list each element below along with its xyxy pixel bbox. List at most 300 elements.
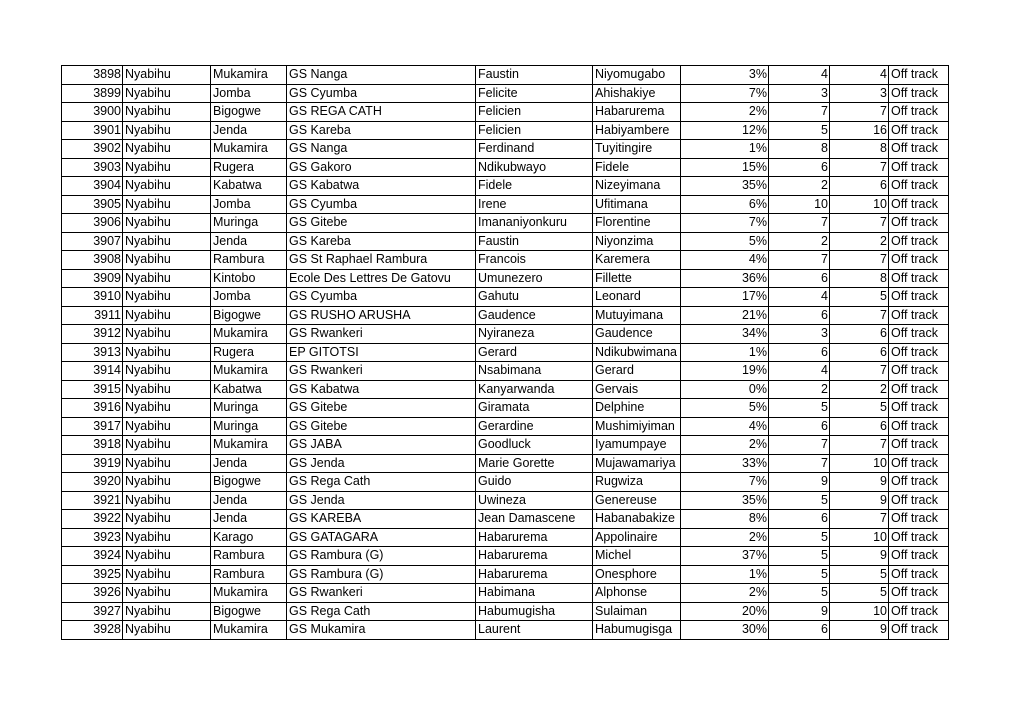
table-row [62, 158, 949, 177]
sector-cell: Muringa [211, 214, 287, 233]
last-name-cell: Gaudence [593, 325, 681, 344]
percent-cell: 30% [681, 621, 769, 640]
row-id-cell: 3913 [62, 343, 123, 362]
school-cell: GS RUSHO ARUSHA [287, 306, 476, 325]
percent-cell: 2% [681, 584, 769, 603]
table-row [62, 602, 949, 621]
value-b-cell: 9 [830, 491, 889, 510]
value-a-cell: 2 [769, 177, 830, 196]
status-cell: Off track [889, 510, 949, 529]
last-name-cell: Ahishakiye [593, 84, 681, 103]
value-a-cell: 7 [769, 454, 830, 473]
last-name-cell: Delphine [593, 399, 681, 418]
district-cell: Nyabihu [123, 103, 211, 122]
value-b-cell: 5 [830, 288, 889, 307]
sector-cell: Muringa [211, 399, 287, 418]
last-name-cell: Michel [593, 547, 681, 566]
last-name-cell: Niyomugabo [593, 66, 681, 85]
row-id-cell: 3905 [62, 195, 123, 214]
district-cell: Nyabihu [123, 195, 211, 214]
school-cell: GS Rega Cath [287, 602, 476, 621]
school-cell: EP GITOTSI [287, 343, 476, 362]
table-row [62, 417, 949, 436]
percent-cell: 19% [681, 362, 769, 381]
table-row [62, 232, 949, 251]
status-cell: Off track [889, 491, 949, 510]
first-name-cell: Umunezero [476, 269, 593, 288]
row-id-cell: 3924 [62, 547, 123, 566]
first-name-cell: Jean Damascene [476, 510, 593, 529]
sector-cell: Rugera [211, 158, 287, 177]
value-a-cell: 6 [769, 343, 830, 362]
percent-cell: 33% [681, 454, 769, 473]
value-b-cell: 8 [830, 140, 889, 159]
value-a-cell: 7 [769, 436, 830, 455]
value-a-cell: 8 [769, 140, 830, 159]
last-name-cell: Habarurema [593, 103, 681, 122]
row-id-cell: 3928 [62, 621, 123, 640]
last-name-cell: Habiyambere [593, 121, 681, 140]
school-cell: GS Rwankeri [287, 362, 476, 381]
value-b-cell: 7 [830, 214, 889, 233]
last-name-cell: Tuyitingire [593, 140, 681, 159]
row-id-cell: 3927 [62, 602, 123, 621]
status-cell: Off track [889, 121, 949, 140]
first-name-cell: Ndikubwayo [476, 158, 593, 177]
sector-cell: Rambura [211, 565, 287, 584]
first-name-cell: Gerardine [476, 417, 593, 436]
school-cell: GS Gitebe [287, 399, 476, 418]
table-row [62, 140, 949, 159]
sector-cell: Jomba [211, 195, 287, 214]
last-name-cell: Leonard [593, 288, 681, 307]
table-row [62, 380, 949, 399]
value-b-cell: 10 [830, 528, 889, 547]
district-cell: Nyabihu [123, 306, 211, 325]
district-cell: Nyabihu [123, 491, 211, 510]
sector-cell: Mukamira [211, 584, 287, 603]
sector-cell: Bigogwe [211, 473, 287, 492]
percent-cell: 7% [681, 84, 769, 103]
district-cell: Nyabihu [123, 547, 211, 566]
district-cell: Nyabihu [123, 66, 211, 85]
first-name-cell: Gaudence [476, 306, 593, 325]
status-cell: Off track [889, 621, 949, 640]
percent-cell: 1% [681, 343, 769, 362]
value-b-cell: 2 [830, 232, 889, 251]
first-name-cell: Laurent [476, 621, 593, 640]
value-a-cell: 6 [769, 158, 830, 177]
value-a-cell: 6 [769, 306, 830, 325]
row-id-cell: 3911 [62, 306, 123, 325]
percent-cell: 37% [681, 547, 769, 566]
value-a-cell: 2 [769, 232, 830, 251]
status-cell: Off track [889, 140, 949, 159]
value-b-cell: 7 [830, 362, 889, 381]
table-row [62, 621, 949, 640]
school-cell: GS Rwankeri [287, 325, 476, 344]
sector-cell: Kabatwa [211, 177, 287, 196]
district-cell: Nyabihu [123, 380, 211, 399]
status-cell: Off track [889, 584, 949, 603]
last-name-cell: Ndikubwimana [593, 343, 681, 362]
school-cell: GS Gitebe [287, 214, 476, 233]
value-a-cell: 9 [769, 473, 830, 492]
district-cell: Nyabihu [123, 251, 211, 270]
percent-cell: 35% [681, 491, 769, 510]
value-b-cell: 7 [830, 306, 889, 325]
district-cell: Nyabihu [123, 343, 211, 362]
status-cell: Off track [889, 232, 949, 251]
district-cell: Nyabihu [123, 269, 211, 288]
district-cell: Nyabihu [123, 140, 211, 159]
school-cell: GS Rwankeri [287, 584, 476, 603]
value-a-cell: 4 [769, 66, 830, 85]
table-row [62, 269, 949, 288]
sector-cell: Jomba [211, 288, 287, 307]
first-name-cell: Francois [476, 251, 593, 270]
first-name-cell: Nyiraneza [476, 325, 593, 344]
row-id-cell: 3919 [62, 454, 123, 473]
first-name-cell: Habumugisha [476, 602, 593, 621]
row-id-cell: 3915 [62, 380, 123, 399]
school-cell: GS Kareba [287, 232, 476, 251]
percent-cell: 2% [681, 103, 769, 122]
district-cell: Nyabihu [123, 528, 211, 547]
school-cell: GS Jenda [287, 454, 476, 473]
first-name-cell: Habarurema [476, 547, 593, 566]
percent-cell: 34% [681, 325, 769, 344]
table-row [62, 66, 949, 85]
value-a-cell: 7 [769, 214, 830, 233]
table-row [62, 454, 949, 473]
value-b-cell: 10 [830, 195, 889, 214]
status-cell: Off track [889, 362, 949, 381]
percent-cell: 8% [681, 510, 769, 529]
sector-cell: Rambura [211, 251, 287, 270]
value-a-cell: 4 [769, 362, 830, 381]
percent-cell: 36% [681, 269, 769, 288]
value-b-cell: 10 [830, 454, 889, 473]
value-a-cell: 6 [769, 621, 830, 640]
status-cell: Off track [889, 103, 949, 122]
district-cell: Nyabihu [123, 510, 211, 529]
district-cell: Nyabihu [123, 362, 211, 381]
percent-cell: 3% [681, 66, 769, 85]
value-a-cell: 6 [769, 510, 830, 529]
row-id-cell: 3908 [62, 251, 123, 270]
school-cell: GS Nanga [287, 66, 476, 85]
status-cell: Off track [889, 269, 949, 288]
status-cell: Off track [889, 399, 949, 418]
sector-cell: Karago [211, 528, 287, 547]
sector-cell: Bigogwe [211, 306, 287, 325]
row-id-cell: 3902 [62, 140, 123, 159]
table-row [62, 251, 949, 270]
status-cell: Off track [889, 343, 949, 362]
school-cell: GS Mukamira [287, 621, 476, 640]
school-cell: GS GATAGARA [287, 528, 476, 547]
sector-cell: Jenda [211, 121, 287, 140]
school-cell: GS Kareba [287, 121, 476, 140]
row-id-cell: 3899 [62, 84, 123, 103]
last-name-cell: Karemera [593, 251, 681, 270]
status-cell: Off track [889, 177, 949, 196]
row-id-cell: 3907 [62, 232, 123, 251]
table-row [62, 565, 949, 584]
school-cell: GS Kabatwa [287, 380, 476, 399]
district-cell: Nyabihu [123, 214, 211, 233]
row-id-cell: 3926 [62, 584, 123, 603]
first-name-cell: Goodluck [476, 436, 593, 455]
sector-cell: Jenda [211, 454, 287, 473]
sector-cell: Mukamira [211, 66, 287, 85]
status-cell: Off track [889, 565, 949, 584]
last-name-cell: Onesphore [593, 565, 681, 584]
value-a-cell: 5 [769, 121, 830, 140]
value-a-cell: 2 [769, 380, 830, 399]
row-id-cell: 3898 [62, 66, 123, 85]
first-name-cell: Felicien [476, 103, 593, 122]
sector-cell: Kintobo [211, 269, 287, 288]
value-b-cell: 4 [830, 66, 889, 85]
district-cell: Nyabihu [123, 454, 211, 473]
status-cell: Off track [889, 417, 949, 436]
last-name-cell: Habumugisga [593, 621, 681, 640]
table-row [62, 399, 949, 418]
value-b-cell: 3 [830, 84, 889, 103]
value-b-cell: 7 [830, 510, 889, 529]
value-b-cell: 7 [830, 436, 889, 455]
school-cell: GS Gitebe [287, 417, 476, 436]
row-id-cell: 3914 [62, 362, 123, 381]
last-name-cell: Mushimiyiman [593, 417, 681, 436]
sector-cell: Mukamira [211, 621, 287, 640]
percent-cell: 4% [681, 417, 769, 436]
value-b-cell: 7 [830, 103, 889, 122]
district-cell: Nyabihu [123, 436, 211, 455]
district-cell: Nyabihu [123, 84, 211, 103]
status-cell: Off track [889, 84, 949, 103]
row-id-cell: 3910 [62, 288, 123, 307]
school-cell: GS Kabatwa [287, 177, 476, 196]
row-id-cell: 3906 [62, 214, 123, 233]
sector-cell: Muringa [211, 417, 287, 436]
school-cell: GS Nanga [287, 140, 476, 159]
last-name-cell: Niyonzima [593, 232, 681, 251]
value-b-cell: 6 [830, 417, 889, 436]
first-name-cell: Faustin [476, 66, 593, 85]
percent-cell: 12% [681, 121, 769, 140]
last-name-cell: Gerard [593, 362, 681, 381]
row-id-cell: 3923 [62, 528, 123, 547]
last-name-cell: Nizeyimana [593, 177, 681, 196]
district-cell: Nyabihu [123, 325, 211, 344]
sector-cell: Jenda [211, 510, 287, 529]
table-row [62, 473, 949, 492]
school-cell: GS KAREBA [287, 510, 476, 529]
value-b-cell: 16 [830, 121, 889, 140]
percent-cell: 21% [681, 306, 769, 325]
district-cell: Nyabihu [123, 399, 211, 418]
value-a-cell: 10 [769, 195, 830, 214]
status-cell: Off track [889, 380, 949, 399]
district-cell: Nyabihu [123, 121, 211, 140]
table-row [62, 510, 949, 529]
status-cell: Off track [889, 195, 949, 214]
value-a-cell: 4 [769, 288, 830, 307]
school-cell: GS Rambura (G) [287, 565, 476, 584]
first-name-cell: Fidele [476, 177, 593, 196]
last-name-cell: Rugwiza [593, 473, 681, 492]
percent-cell: 1% [681, 565, 769, 584]
table-row [62, 195, 949, 214]
last-name-cell: Habanabakize [593, 510, 681, 529]
school-cell: GS JABA [287, 436, 476, 455]
first-name-cell: Habarurema [476, 565, 593, 584]
value-a-cell: 5 [769, 399, 830, 418]
last-name-cell: Fidele [593, 158, 681, 177]
percent-cell: 20% [681, 602, 769, 621]
table-row [62, 436, 949, 455]
sector-cell: Jomba [211, 84, 287, 103]
first-name-cell: Habimana [476, 584, 593, 603]
percent-cell: 7% [681, 473, 769, 492]
first-name-cell: Habarurema [476, 528, 593, 547]
district-cell: Nyabihu [123, 158, 211, 177]
status-cell: Off track [889, 158, 949, 177]
value-a-cell: 3 [769, 84, 830, 103]
row-id-cell: 3925 [62, 565, 123, 584]
last-name-cell: Genereuse [593, 491, 681, 510]
school-cell: GS Cyumba [287, 84, 476, 103]
table-row [62, 121, 949, 140]
table-row [62, 177, 949, 196]
school-cell: GS Rambura (G) [287, 547, 476, 566]
first-name-cell: Marie Gorette [476, 454, 593, 473]
district-cell: Nyabihu [123, 473, 211, 492]
table-row [62, 325, 949, 344]
value-a-cell: 6 [769, 417, 830, 436]
row-id-cell: 3903 [62, 158, 123, 177]
status-cell: Off track [889, 306, 949, 325]
table-row [62, 84, 949, 103]
district-cell: Nyabihu [123, 417, 211, 436]
percent-cell: 1% [681, 140, 769, 159]
row-id-cell: 3904 [62, 177, 123, 196]
first-name-cell: Felicite [476, 84, 593, 103]
status-cell: Off track [889, 436, 949, 455]
value-b-cell: 10 [830, 602, 889, 621]
value-b-cell: 6 [830, 177, 889, 196]
status-cell: Off track [889, 602, 949, 621]
sector-cell: Rambura [211, 547, 287, 566]
row-id-cell: 3900 [62, 103, 123, 122]
value-b-cell: 5 [830, 584, 889, 603]
first-name-cell: Giramata [476, 399, 593, 418]
percent-cell: 2% [681, 528, 769, 547]
percent-cell: 17% [681, 288, 769, 307]
status-cell: Off track [889, 214, 949, 233]
row-id-cell: 3920 [62, 473, 123, 492]
value-a-cell: 5 [769, 491, 830, 510]
sector-cell: Mukamira [211, 436, 287, 455]
sector-cell: Bigogwe [211, 602, 287, 621]
table-row [62, 288, 949, 307]
value-b-cell: 9 [830, 621, 889, 640]
row-id-cell: 3909 [62, 269, 123, 288]
value-a-cell: 6 [769, 269, 830, 288]
value-a-cell: 5 [769, 584, 830, 603]
sector-cell: Rugera [211, 343, 287, 362]
school-cell: GS Rega Cath [287, 473, 476, 492]
sector-cell: Jenda [211, 232, 287, 251]
first-name-cell: Imananiyonkuru [476, 214, 593, 233]
first-name-cell: Ferdinand [476, 140, 593, 159]
row-id-cell: 3901 [62, 121, 123, 140]
value-b-cell: 6 [830, 343, 889, 362]
first-name-cell: Faustin [476, 232, 593, 251]
table-row [62, 214, 949, 233]
sector-cell: Mukamira [211, 140, 287, 159]
status-cell: Off track [889, 454, 949, 473]
district-cell: Nyabihu [123, 177, 211, 196]
district-cell: Nyabihu [123, 602, 211, 621]
status-cell: Off track [889, 66, 949, 85]
table-row [62, 491, 949, 510]
first-name-cell: Guido [476, 473, 593, 492]
table-row [62, 528, 949, 547]
district-cell: Nyabihu [123, 565, 211, 584]
sector-cell: Mukamira [211, 362, 287, 381]
district-cell: Nyabihu [123, 621, 211, 640]
status-cell: Off track [889, 547, 949, 566]
percent-cell: 5% [681, 232, 769, 251]
last-name-cell: Sulaiman [593, 602, 681, 621]
district-cell: Nyabihu [123, 584, 211, 603]
percent-cell: 2% [681, 436, 769, 455]
table-row [62, 306, 949, 325]
last-name-cell: Ufitimana [593, 195, 681, 214]
row-id-cell: 3918 [62, 436, 123, 455]
last-name-cell: Florentine [593, 214, 681, 233]
value-a-cell: 3 [769, 325, 830, 344]
last-name-cell: Mujawamariya [593, 454, 681, 473]
value-b-cell: 9 [830, 473, 889, 492]
status-cell: Off track [889, 251, 949, 270]
records-table-body [62, 66, 949, 640]
last-name-cell: Mutuyimana [593, 306, 681, 325]
row-id-cell: 3912 [62, 325, 123, 344]
percent-cell: 6% [681, 195, 769, 214]
status-cell: Off track [889, 528, 949, 547]
table-row [62, 362, 949, 381]
value-b-cell: 9 [830, 547, 889, 566]
value-a-cell: 7 [769, 103, 830, 122]
last-name-cell: Fillette [593, 269, 681, 288]
percent-cell: 4% [681, 251, 769, 270]
last-name-cell: Appolinaire [593, 528, 681, 547]
last-name-cell: Gervais [593, 380, 681, 399]
percent-cell: 0% [681, 380, 769, 399]
sector-cell: Kabatwa [211, 380, 287, 399]
school-cell: GS REGA CATH [287, 103, 476, 122]
sector-cell: Mukamira [211, 325, 287, 344]
value-a-cell: 5 [769, 528, 830, 547]
last-name-cell: Iyamumpaye [593, 436, 681, 455]
value-b-cell: 5 [830, 399, 889, 418]
first-name-cell: Nsabimana [476, 362, 593, 381]
